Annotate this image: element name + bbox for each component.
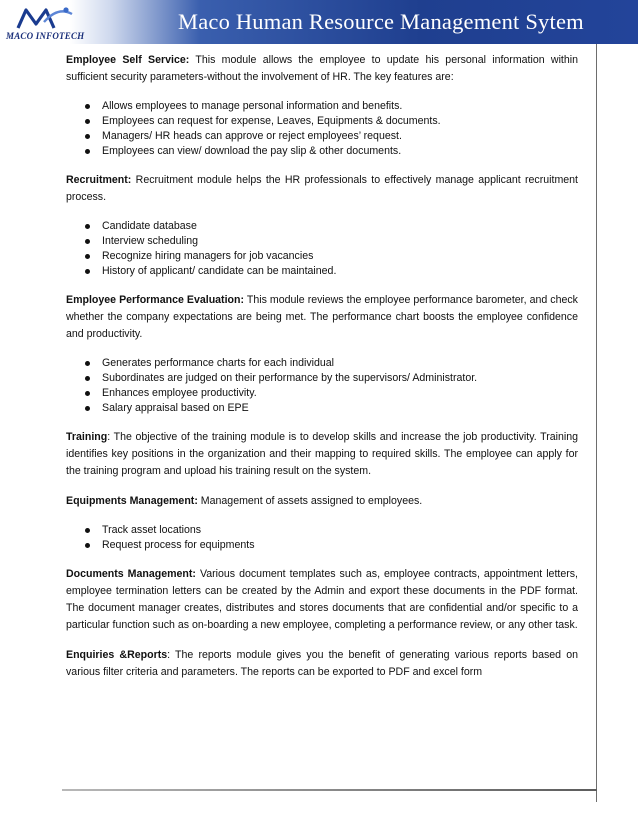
ess-feature-list bbox=[66, 99, 578, 159]
list-item: Managers/ HR heads can approve or reject employees’ request. bbox=[66, 129, 578, 144]
section-heading: Documents Management: bbox=[66, 568, 196, 580]
list-item: History of applicant/ candidate can be maintained. bbox=[66, 264, 578, 279]
page-title: Maco Human Resource Management Sytem bbox=[178, 9, 584, 34]
list-item: Request process for equipments bbox=[66, 538, 578, 553]
bullet-icon bbox=[85, 543, 90, 548]
list-item: Generates performance charts for each individual bbox=[66, 356, 578, 371]
section-performance-evaluation bbox=[66, 292, 578, 343]
bullet-icon bbox=[85, 376, 90, 381]
section-text: : The objective of the training module is to develop skills and increase the job productivity. Training identifies key positions in the organization and their mapping to required skills. The employee can apply for the training program and upload his training result on the system. bbox=[66, 431, 578, 477]
company-logo bbox=[6, 4, 84, 44]
list-item: Employees can request for expense, Leaves, Equipments & documents. bbox=[66, 114, 578, 129]
section-heading: Equipments Management: bbox=[66, 495, 198, 507]
epe-feature-list bbox=[66, 356, 578, 416]
bullet-icon bbox=[85, 391, 90, 396]
list-item: Subordinates are judged on their performance by the supervisors/ Administrator. bbox=[66, 371, 578, 386]
logo-text: MACO INFOTECH bbox=[6, 31, 85, 41]
equipments-feature-list bbox=[66, 523, 578, 553]
section-text: Recruitment module helps the HR professionals to effectively manage applicant recruitment process. bbox=[66, 174, 578, 203]
bullet-icon bbox=[85, 149, 90, 154]
section-documents-management bbox=[66, 566, 578, 634]
section-equipments-management bbox=[66, 493, 578, 510]
bullet-icon bbox=[85, 406, 90, 411]
section-text: : The reports module gives you the benefit of generating various reports based on various filter criteria and parameters. The reports can be exported to PDF and excel form bbox=[66, 649, 578, 678]
list-item: Candidate database bbox=[66, 219, 578, 234]
section-recruitment bbox=[66, 172, 578, 206]
section-heading: Training bbox=[66, 431, 108, 443]
logo-mark-icon bbox=[14, 4, 76, 32]
bullet-icon bbox=[85, 269, 90, 274]
section-text: This module reviews the employee performance barometer, and check whether the company expectations are being met. The performance chart boosts the employee confidence and productivity. bbox=[66, 294, 578, 340]
section-text: Various document templates such as, employee contracts, appointment letters, employee termination letters can be created by the Admin and export these documents in the PDF format. The document manager creates, distributes and stores documents that are confidential and/or specific to a particular function such as on-boarding a new employee, completing a performance review, or any other task. bbox=[66, 568, 578, 631]
recruitment-feature-list bbox=[66, 219, 578, 279]
section-text: This module allows the employee to update his personal information within sufficient security parameters-without the involvement of HR. The key features are: bbox=[66, 54, 578, 83]
document-body bbox=[66, 52, 578, 681]
section-training bbox=[66, 429, 578, 480]
list-item: Interview scheduling bbox=[66, 234, 578, 249]
bullet-icon bbox=[85, 134, 90, 139]
list-item: Allows employees to manage personal information and benefits. bbox=[66, 99, 578, 114]
section-employee-self-service bbox=[66, 52, 578, 86]
list-item: Salary appraisal based on EPE bbox=[66, 401, 578, 416]
bullet-icon bbox=[85, 254, 90, 259]
section-heading: Employee Performance Evaluation: bbox=[66, 294, 244, 306]
bullet-icon bbox=[85, 119, 90, 124]
section-enquiries-reports bbox=[66, 647, 578, 681]
header-bar bbox=[0, 0, 638, 44]
bullet-icon bbox=[85, 528, 90, 533]
bullet-icon bbox=[85, 224, 90, 229]
section-text: Management of assets assigned to employees. bbox=[197, 495, 423, 507]
list-item: Enhances employee productivity. bbox=[66, 386, 578, 401]
section-heading: Recruitment: bbox=[66, 174, 132, 186]
section-heading: Employee Self Service: bbox=[66, 54, 190, 66]
page-border-bottom bbox=[62, 789, 597, 791]
bullet-icon bbox=[85, 361, 90, 366]
list-item: Recognize hiring managers for job vacancies bbox=[66, 249, 578, 264]
section-heading: Enquiries &Reports bbox=[66, 649, 168, 661]
list-item: Track asset locations bbox=[66, 523, 578, 538]
bullet-icon bbox=[85, 239, 90, 244]
page-border-right bbox=[596, 44, 597, 802]
list-item: Employees can view/ download the pay slip & other documents. bbox=[66, 144, 578, 159]
bullet-icon bbox=[85, 104, 90, 109]
